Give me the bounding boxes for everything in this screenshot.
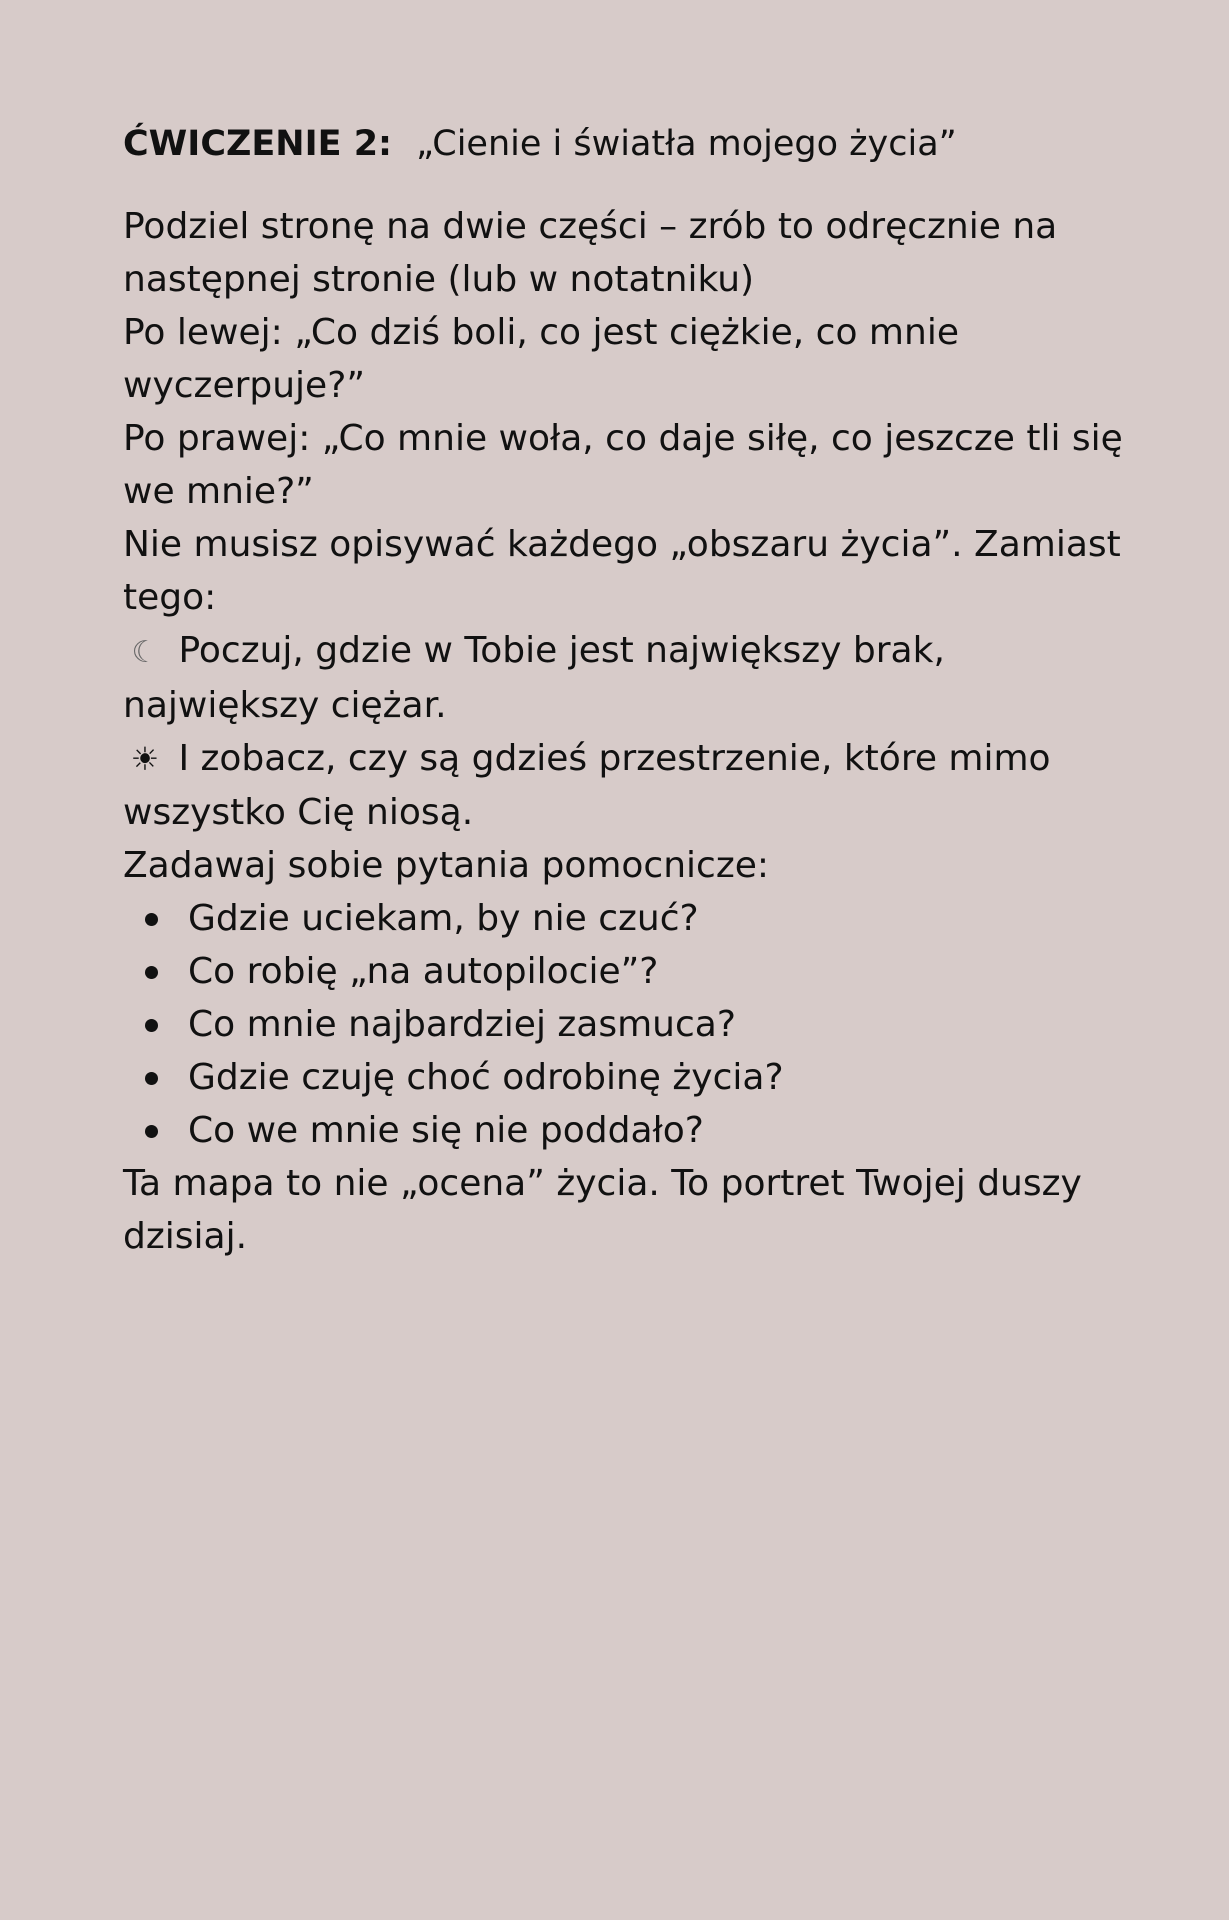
sun-icon: ☀ [130, 740, 160, 778]
exercise-label: ĆWICZENIE 2: [123, 124, 393, 164]
exercise-title: „Cienie i światła mojego życia” [416, 124, 957, 164]
exercise-body [123, 200, 1143, 1263]
list-item [123, 892, 1143, 945]
intro-paragraph: Podziel stronę na dwie części – zrób to odręcznie na następnej stronie (lub w notatniku) [123, 206, 1058, 300]
list-item [123, 998, 1143, 1051]
bullet-icon [145, 1125, 158, 1138]
closing-paragraph: Ta mapa to nie „ocena” życia. To portret Twojej duszy dzisiaj. [123, 1163, 1082, 1257]
question-text: Co robię „na autopilocie”? [188, 951, 659, 992]
moon-text: Poczuj, gdzie w Tobie jest największy brak, największy ciężar. [123, 630, 945, 726]
moon-paragraph [123, 624, 1143, 732]
list-item [123, 1104, 1143, 1157]
question-text: Co mnie najbardziej zasmuca? [188, 1004, 736, 1045]
question-text: Co we mnie się nie poddało? [188, 1110, 704, 1151]
right-side-paragraph: Po prawej: „Co mnie woła, co daje siłę, co jeszcze tli się we mnie?” [123, 418, 1123, 512]
no-need-paragraph: Nie musisz opisywać każdego „obszaru życia”. Zamiast tego: [123, 524, 1121, 618]
sun-paragraph [123, 732, 1143, 839]
list-item [123, 1051, 1143, 1104]
bullet-icon [145, 966, 158, 979]
bullet-icon [145, 1019, 158, 1032]
bullet-icon [145, 913, 158, 926]
questions-intro: Zadawaj sobie pytania pomocnicze: [123, 845, 770, 886]
left-side-paragraph: Po lewej: „Co dziś boli, co jest ciężkie, co mnie wyczerpuje?” [123, 312, 959, 406]
question-text: Gdzie uciekam, by nie czuć? [188, 898, 699, 939]
sun-text: I zobacz, czy są gdzieś przestrzenie, które mimo wszystko Cię niosą. [123, 738, 1051, 833]
moon-icon: ☾ [131, 635, 159, 670]
exercise-heading [123, 118, 1139, 171]
questions-list [123, 892, 1143, 1157]
bullet-icon [145, 1072, 158, 1085]
list-item [123, 945, 1143, 998]
question-text: Gdzie czuję choć odrobinę życia? [188, 1057, 784, 1098]
